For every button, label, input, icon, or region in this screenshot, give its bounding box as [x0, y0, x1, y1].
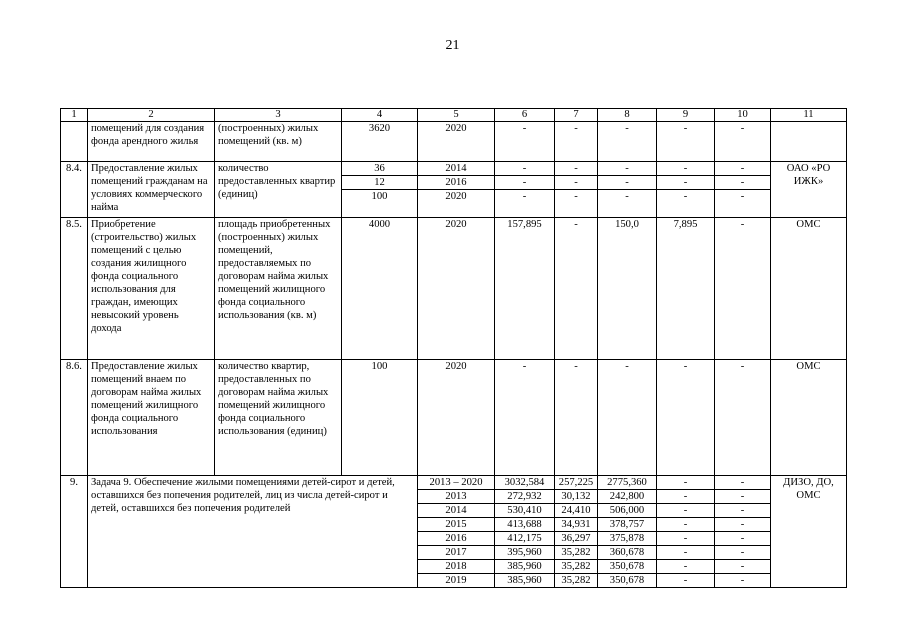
- item-indicator: количество предоставленных квартир (единиц): [215, 162, 342, 218]
- executor: ОАО «РО ИЖК»: [771, 162, 847, 218]
- cell-c10: -: [715, 574, 771, 588]
- header-cell: 6: [495, 109, 555, 122]
- cell-c8: -: [598, 122, 657, 162]
- item-indicator: площадь приобретенных (построенных) жилых помещений, предоставляемых по договорам найма жилых помещений жилищного фонда социального использования (кв. м): [215, 218, 342, 360]
- cell-c9: -: [657, 532, 715, 546]
- header-cell: 2: [88, 109, 215, 122]
- header-cell: 7: [555, 109, 598, 122]
- cell-c9: 7,895: [657, 218, 715, 360]
- cell-c9: -: [657, 176, 715, 190]
- year: 2019: [418, 574, 495, 588]
- cell-total: 413,688: [495, 518, 555, 532]
- cell-c10: -: [715, 218, 771, 360]
- item-name: Приобретение (строительство) жилых помещений с целью создания жилищного фонда социального использования для граждан, имеющих невысокий уровень дохода: [88, 218, 215, 360]
- cell-c9: -: [657, 476, 715, 490]
- year: 2014: [418, 162, 495, 176]
- year: 2016: [418, 176, 495, 190]
- cell-c10: -: [715, 190, 771, 218]
- cell-c9: -: [657, 162, 715, 176]
- cell-c9: -: [657, 574, 715, 588]
- executor: [771, 122, 847, 162]
- item-indicator: количество квартир, предоставленных по договорам найма жилых помещений жилищного фонда социального использования (единиц): [215, 360, 342, 476]
- cell-c9: -: [657, 490, 715, 504]
- cell-c7: 30,132: [555, 490, 598, 504]
- indicator-value: 12: [342, 176, 418, 190]
- cell-c7: 35,282: [555, 546, 598, 560]
- cell-c10: -: [715, 546, 771, 560]
- cell-c7: -: [555, 122, 598, 162]
- cell-c7: 257,225: [555, 476, 598, 490]
- header-cell: 4: [342, 109, 418, 122]
- cell-c7: 35,282: [555, 574, 598, 588]
- task-description: Задача 9. Обеспечение жилыми помещениями детей-сирот и детей, оставшихся без попечения родителей, лиц из числа детей-сирот и детей, оставшихся без попечения родителей: [88, 476, 418, 588]
- cell-total: 530,410: [495, 504, 555, 518]
- cell-c9: -: [657, 518, 715, 532]
- cell-c10: -: [715, 490, 771, 504]
- cell-c7: 34,931: [555, 518, 598, 532]
- header-cell: 8: [598, 109, 657, 122]
- cell-c10: -: [715, 504, 771, 518]
- cell-c8: 150,0: [598, 218, 657, 360]
- year: 2015: [418, 518, 495, 532]
- cell-c8: 378,757: [598, 518, 657, 532]
- cell-c10: -: [715, 360, 771, 476]
- cell-c8: -: [598, 176, 657, 190]
- cell-c9: -: [657, 546, 715, 560]
- cell-c8: -: [598, 162, 657, 176]
- year: 2017: [418, 546, 495, 560]
- cell-c7: -: [555, 176, 598, 190]
- item-number: 8.4.: [61, 162, 88, 218]
- cell-c8: 360,678: [598, 546, 657, 560]
- year: 2016: [418, 532, 495, 546]
- year: 2020: [418, 190, 495, 218]
- item-name: Предоставление жилых помещений гражданам на условиях коммерческого найма: [88, 162, 215, 218]
- executor: ОМС: [771, 360, 847, 476]
- program-table: [60, 108, 847, 588]
- cell-c8: 350,678: [598, 560, 657, 574]
- year: 2020: [418, 122, 495, 162]
- cell-c7: 36,297: [555, 532, 598, 546]
- cell-c10: -: [715, 122, 771, 162]
- header-cell: 9: [657, 109, 715, 122]
- cell-c10: -: [715, 476, 771, 490]
- item-number: 8.5.: [61, 218, 88, 360]
- cell-total: 412,175: [495, 532, 555, 546]
- cell-c9: -: [657, 122, 715, 162]
- item-name: Предоставление жилых помещений внаем по договорам найма жилых помещений жилищного фонда социального использования: [88, 360, 215, 476]
- page-number: 21: [445, 38, 460, 53]
- cell-c9: -: [657, 504, 715, 518]
- table-row: [61, 476, 847, 490]
- executor: ОМС: [771, 218, 847, 360]
- indicator-value: 3620: [342, 122, 418, 162]
- item-number: 9.: [61, 476, 88, 588]
- cell-c9: -: [657, 360, 715, 476]
- item-number: 8.6.: [61, 360, 88, 476]
- year: 2014: [418, 504, 495, 518]
- table-row: [61, 162, 847, 176]
- indicator-value: 4000: [342, 218, 418, 360]
- year: 2020: [418, 360, 495, 476]
- cell-total: 385,960: [495, 574, 555, 588]
- table-row: [61, 360, 847, 476]
- cell-c8: 242,800: [598, 490, 657, 504]
- cell-total: -: [495, 360, 555, 476]
- item-name: помещений для создания фонда арендного жилья: [88, 122, 215, 162]
- cell-total: -: [495, 176, 555, 190]
- indicator-value: 100: [342, 190, 418, 218]
- cell-c7: 35,282: [555, 560, 598, 574]
- cell-c10: -: [715, 176, 771, 190]
- header-row: [61, 109, 847, 122]
- executor: ДИЗО, ДО, ОМС: [771, 476, 847, 588]
- cell-c8: 506,000: [598, 504, 657, 518]
- cell-c7: -: [555, 360, 598, 476]
- table-row: [61, 122, 847, 162]
- cell-c9: -: [657, 560, 715, 574]
- cell-c8: -: [598, 190, 657, 218]
- header-cell: 5: [418, 109, 495, 122]
- cell-c8: 2775,360: [598, 476, 657, 490]
- year: 2020: [418, 218, 495, 360]
- table-row: [61, 218, 847, 360]
- item-number: [61, 122, 88, 162]
- year: 2013: [418, 490, 495, 504]
- header-cell: 3: [215, 109, 342, 122]
- cell-c8: -: [598, 360, 657, 476]
- cell-c10: -: [715, 560, 771, 574]
- cell-total: -: [495, 122, 555, 162]
- cell-c7: -: [555, 162, 598, 176]
- year: 2018: [418, 560, 495, 574]
- cell-c10: -: [715, 162, 771, 176]
- cell-total: 272,932: [495, 490, 555, 504]
- cell-c9: -: [657, 190, 715, 218]
- cell-total: 3032,584: [495, 476, 555, 490]
- cell-total: 157,895: [495, 218, 555, 360]
- cell-total: -: [495, 162, 555, 176]
- cell-total: -: [495, 190, 555, 218]
- cell-c10: -: [715, 518, 771, 532]
- item-indicator: (построенных) жилых помещений (кв. м): [215, 122, 342, 162]
- header-cell: 11: [771, 109, 847, 122]
- cell-c7: -: [555, 218, 598, 360]
- year: 2013 – 2020: [418, 476, 495, 490]
- cell-total: 385,960: [495, 560, 555, 574]
- cell-c8: 375,878: [598, 532, 657, 546]
- indicator-value: 100: [342, 360, 418, 476]
- cell-c7: -: [555, 190, 598, 218]
- cell-c7: 24,410: [555, 504, 598, 518]
- header-cell: 10: [715, 109, 771, 122]
- cell-total: 395,960: [495, 546, 555, 560]
- header-cell: 1: [61, 109, 88, 122]
- cell-c8: 350,678: [598, 574, 657, 588]
- indicator-value: 36: [342, 162, 418, 176]
- cell-c10: -: [715, 532, 771, 546]
